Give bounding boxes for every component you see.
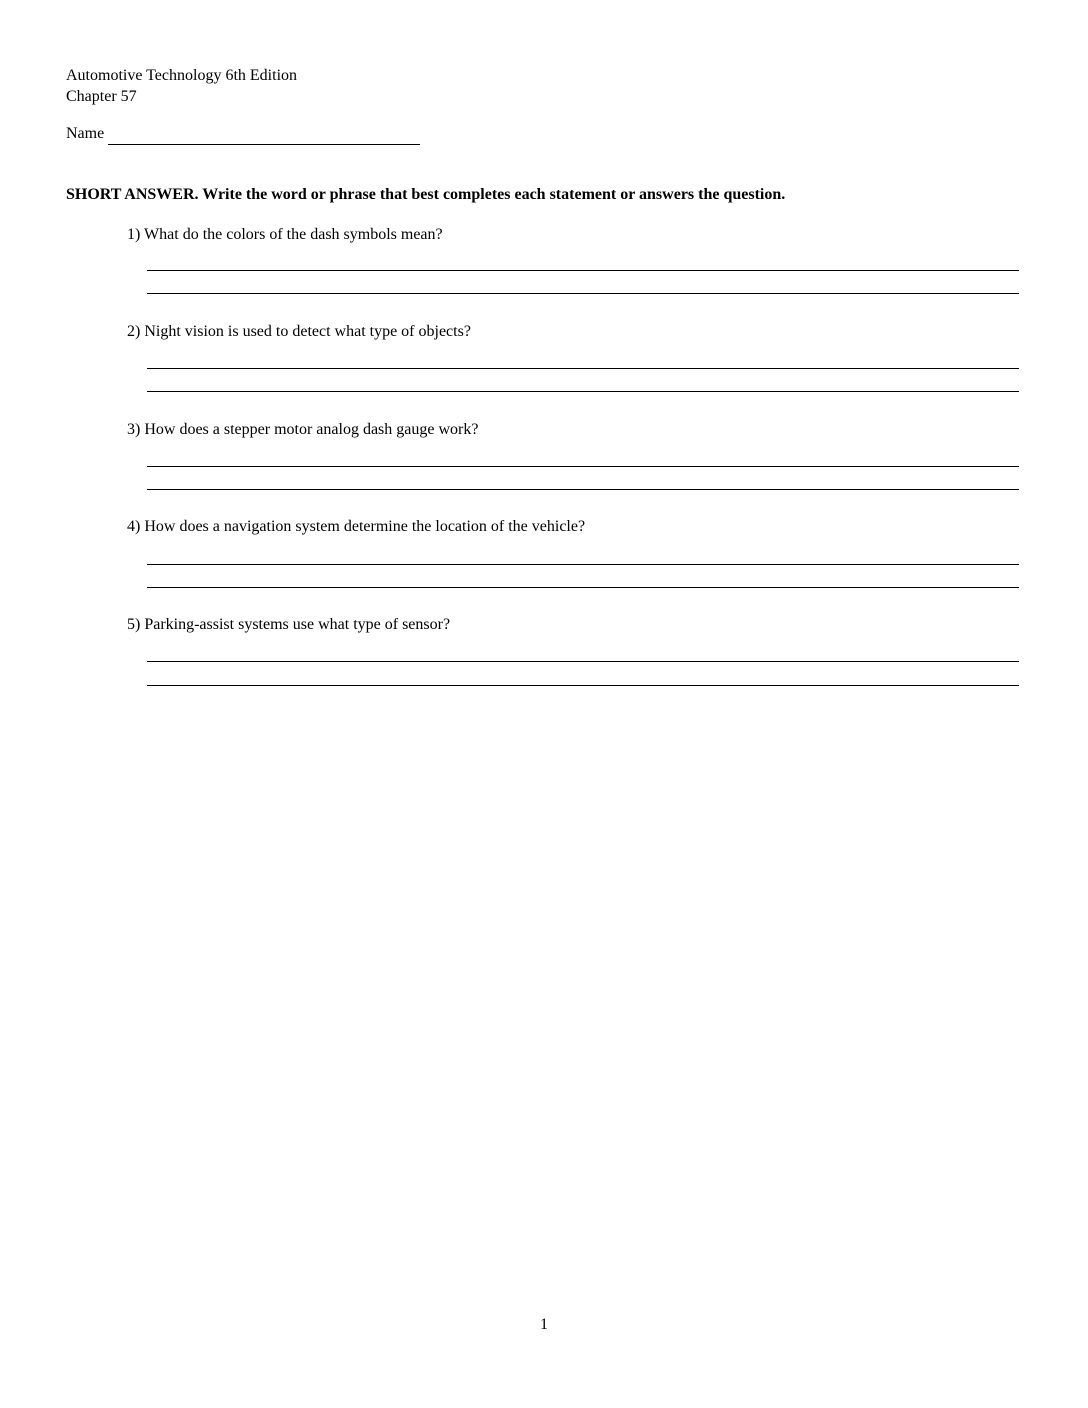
answer-line-1a[interactable] — [147, 270, 1019, 271]
question-1: 1) What do the colors of the dash symbols mean? — [127, 226, 443, 243]
question-5: 5) Parking-assist systems use what type of sensor? — [127, 616, 451, 633]
answer-line-2a[interactable] — [147, 368, 1019, 369]
answer-line-4a[interactable] — [147, 564, 1019, 565]
section-instructions: SHORT ANSWER. Write the word or phrase that best completes each statement or answers the question. — [66, 186, 786, 203]
answer-line-2b[interactable] — [147, 391, 1019, 392]
answer-line-4b[interactable] — [147, 587, 1019, 588]
question-2: 2) Night vision is used to detect what type of objects? — [127, 323, 471, 340]
question-4: 4) How does a navigation system determine the location of the vehicle? — [127, 518, 586, 535]
chapter-label: Chapter 57 — [66, 88, 137, 105]
question-3: 3) How does a stepper motor analog dash gauge work? — [127, 421, 479, 438]
answer-line-3b[interactable] — [147, 489, 1019, 490]
course-title: Automotive Technology 6th Edition — [66, 67, 298, 84]
answer-line-5b[interactable] — [147, 685, 1019, 686]
answer-line-3a[interactable] — [147, 466, 1019, 467]
answer-line-5a[interactable] — [147, 661, 1019, 662]
answer-line-1b[interactable] — [147, 293, 1019, 294]
name-label: Name — [66, 125, 105, 142]
name-field-line[interactable] — [108, 144, 420, 145]
page-number: 1 — [540, 1316, 548, 1333]
